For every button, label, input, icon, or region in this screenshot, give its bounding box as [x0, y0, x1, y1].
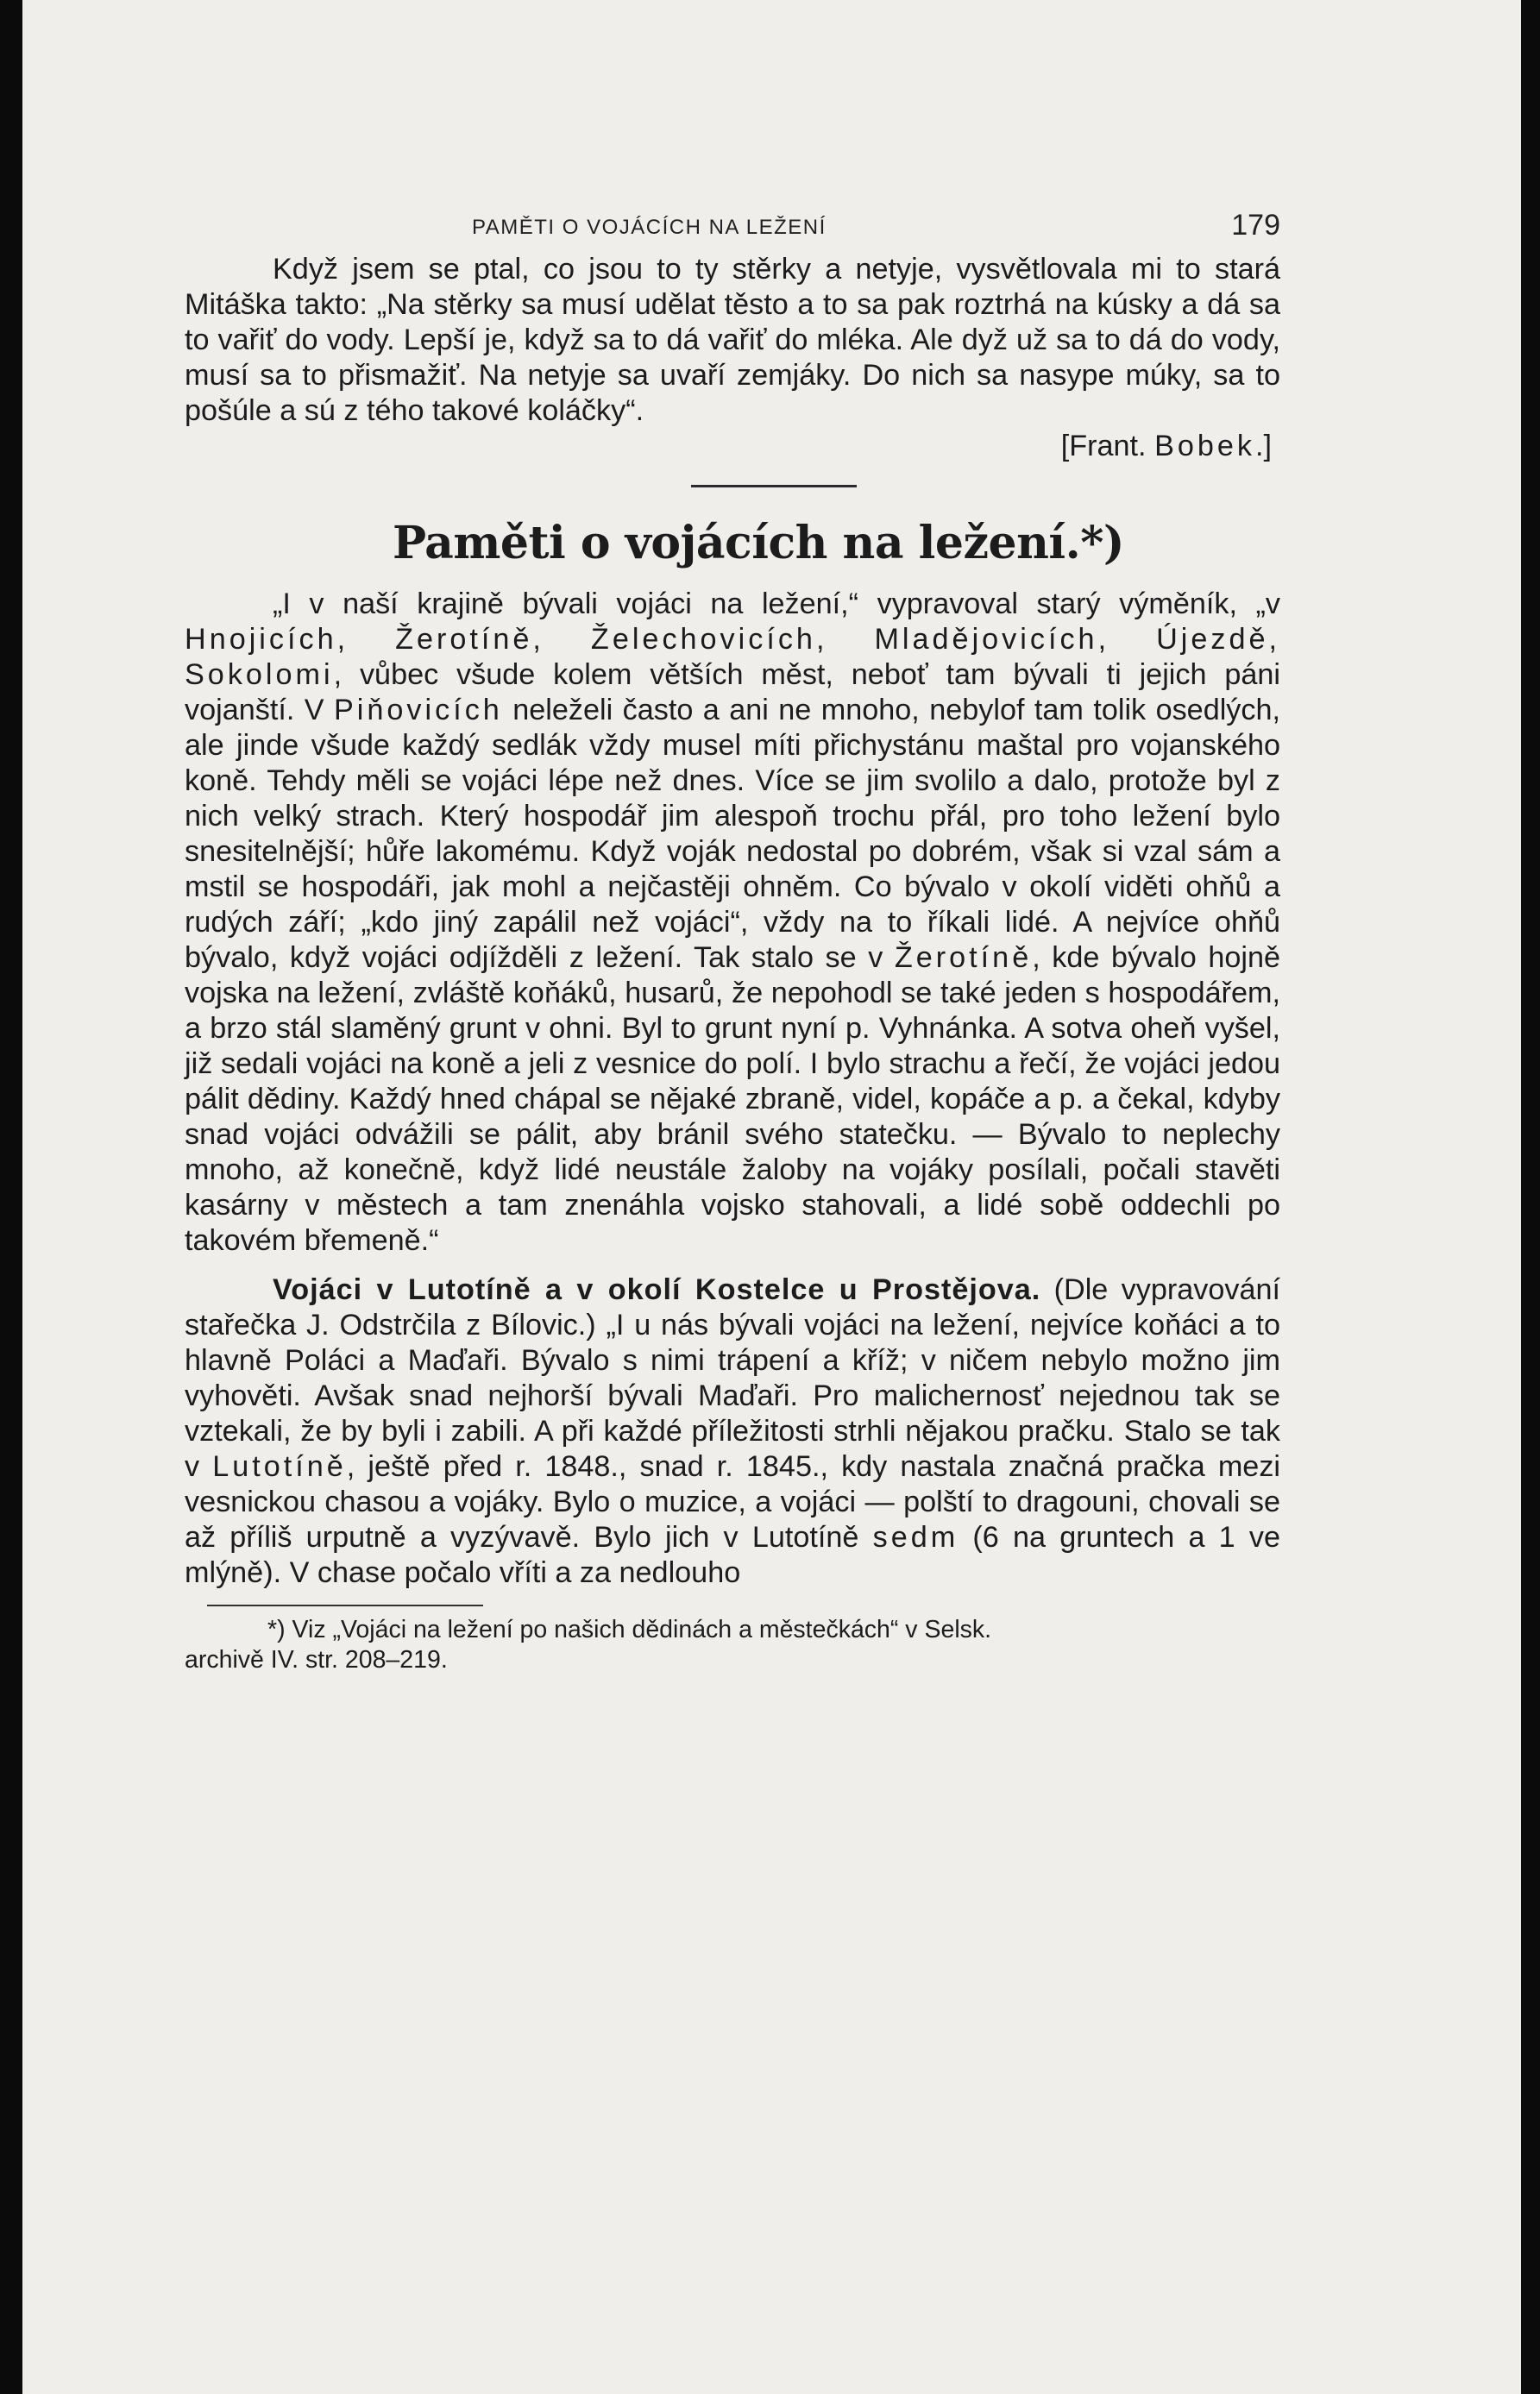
running-head	[185, 200, 1280, 252]
p2-text-2: , ještě před r. 1848., snad r. 1845., kdy nastala značná pračka mezi vesnickou chasou a vojáky. Bylo o muzice, a vojáci — polští to dragouni, chovali se až příliš urputně a vyzývavě. Bylo jich v Lutotíně	[185, 1450, 1281, 1554]
page-number: 179	[1231, 209, 1280, 242]
p1-places: Hnojicích, Žerotíně, Želechovicích, Mladějovicích, Újezdě, Sokolomi	[185, 623, 1280, 691]
p1-text-2: , vůbec všude kolem větších měst, neboť tam bývali ti jejich páni vojanští. V	[185, 658, 1280, 726]
p1-text-3: neleželi často a ani ne mnoho, nebylof tam tolik osedlých, ale jinde všude každý sedlák vždy musel míti přichystánu maštal pro vojanského koně. Tehdy měli se vojáci lépe než dnes. Více se jim svolilo a dalo, protože byl z nich velký strach. Který hospodář jim alespoň trochu přál, pro toho ležení bylo snesitelnější; hůře lakomému. Když voják nedostal po dobrém, však si vzal sám a mstil se hospodáři, jak mohl a nejčastěji ohněm. Co bývalo v okolí viděti ohňů a rudých září; „kdo jiný zapálil než vojáci“, vždy na to říkali lidé. A nejvíce ohňů bývalo, když vojáci odjížděli z ležení. Tak stalo se v	[185, 694, 1280, 974]
signature-name: Bobek	[1154, 430, 1255, 462]
article-paragraph-1	[185, 587, 1280, 1259]
p1-place-pinovice: Piňovicích	[334, 694, 503, 726]
p2-place-lutotin: Lutotíně	[212, 1450, 347, 1483]
scan-edge-left	[0, 0, 22, 2394]
previous-article-signature	[185, 429, 1272, 464]
p1-text-1: „I v naší krajině bývali vojáci na ležení,“ vypravoval starý výměník, „v	[273, 588, 1280, 620]
p1-text-4: , kde bývalo hojně vojska na ležení, zvláště koňáků, husarů, že nepohodl se také jeden s hospodářem, a brzo stál slaměný grunt v ohni. Byl to grunt nyní p. Vyhnánka. A sotva oheň vyšel, již sedali vojáci na koně a jeli z vesnice do polí. I bylo strachu a řečí, že vojáci jedou pálit dědiny. Každý hned chápal se nějaké zbraně, videl, kopáče a p. a čekal, kdyby snad vojáci odvážili se pálit, aby bránil svého statečku. — Bývalo to neplechy mnoho, až konečně, když lidé neustále žaloby na vojáky posílali, počali stavěti kasárny v městech a tam znenáhla vojsko stahovali, a lidé sobě oddechli po takovém břemeně.“	[185, 941, 1280, 1257]
page-content	[185, 200, 1280, 1675]
footnote	[185, 1615, 1280, 1675]
p2-text-3: (6 na gruntech a 1 ve mlýně). V chase počalo vříti a za nedlouho	[185, 1521, 1280, 1589]
footnote-line-2: archivě IV. str. 208–219.	[185, 1646, 448, 1674]
signature-suffix: .]	[1255, 430, 1272, 462]
previous-article-paragraph: Když jsem se ptal, co jsou to ty stěrky a netyje, vysvětlovala mi to stará Mitáška takto: „Na stěrky sa musí udělat těsto a to sa pak roztrhá na kúsky a dá sa to vařiť do vody. Lepší je, když sa to dá vařiť do mléka. Ale dyž už sa to dá do vody, musí sa to přismažiť. Na netyje sa uvaří zemjáky. Do nich sa nasype múky, sa to pošúle a sú z tého takové koláčky“.	[185, 253, 1280, 427]
article-title: Paměti o vojácích na ležení.*)	[392, 517, 1125, 569]
signature-prefix: [Frant.	[1060, 430, 1155, 462]
footnote-divider	[207, 1605, 483, 1606]
article-paragraph-2	[185, 1272, 1280, 1591]
footnote-line-1: *) Viz „Vojáci na ležení po našich dědinách a městečkách“ v Selsk.	[267, 1616, 992, 1643]
p1-place-zerotin: Žerotíně	[894, 941, 1033, 974]
section-divider	[691, 485, 857, 487]
p2-spaced-word: sedm	[872, 1521, 959, 1554]
section-heading: Vojáci v Lutotíně a v okolí Kostelce u Prostějova.	[273, 1273, 1041, 1306]
p2-text-1: (Dle vypravování stařečka J. Odstrčila z Bílovic.) „I u nás bývali vojáci na ležení, nejvíce koňáci a to hlavně Poláci a Maďaři. Bývalo s nimi trápení a kříž; v ničem nebylo možno jim vyhověti. Avšak snad nejhorší bývali Maďaři. Pro malichernosť nejednou tak se vztekali, že by byli i zabili. A při každé příležitosti strhli nějakou pračku. Stalo se tak v	[185, 1273, 1280, 1483]
running-head-title: PAMĚTI O VOJÁCÍCH NA LEŽENÍ	[472, 216, 827, 239]
scan-edge-right	[1521, 0, 1540, 2394]
